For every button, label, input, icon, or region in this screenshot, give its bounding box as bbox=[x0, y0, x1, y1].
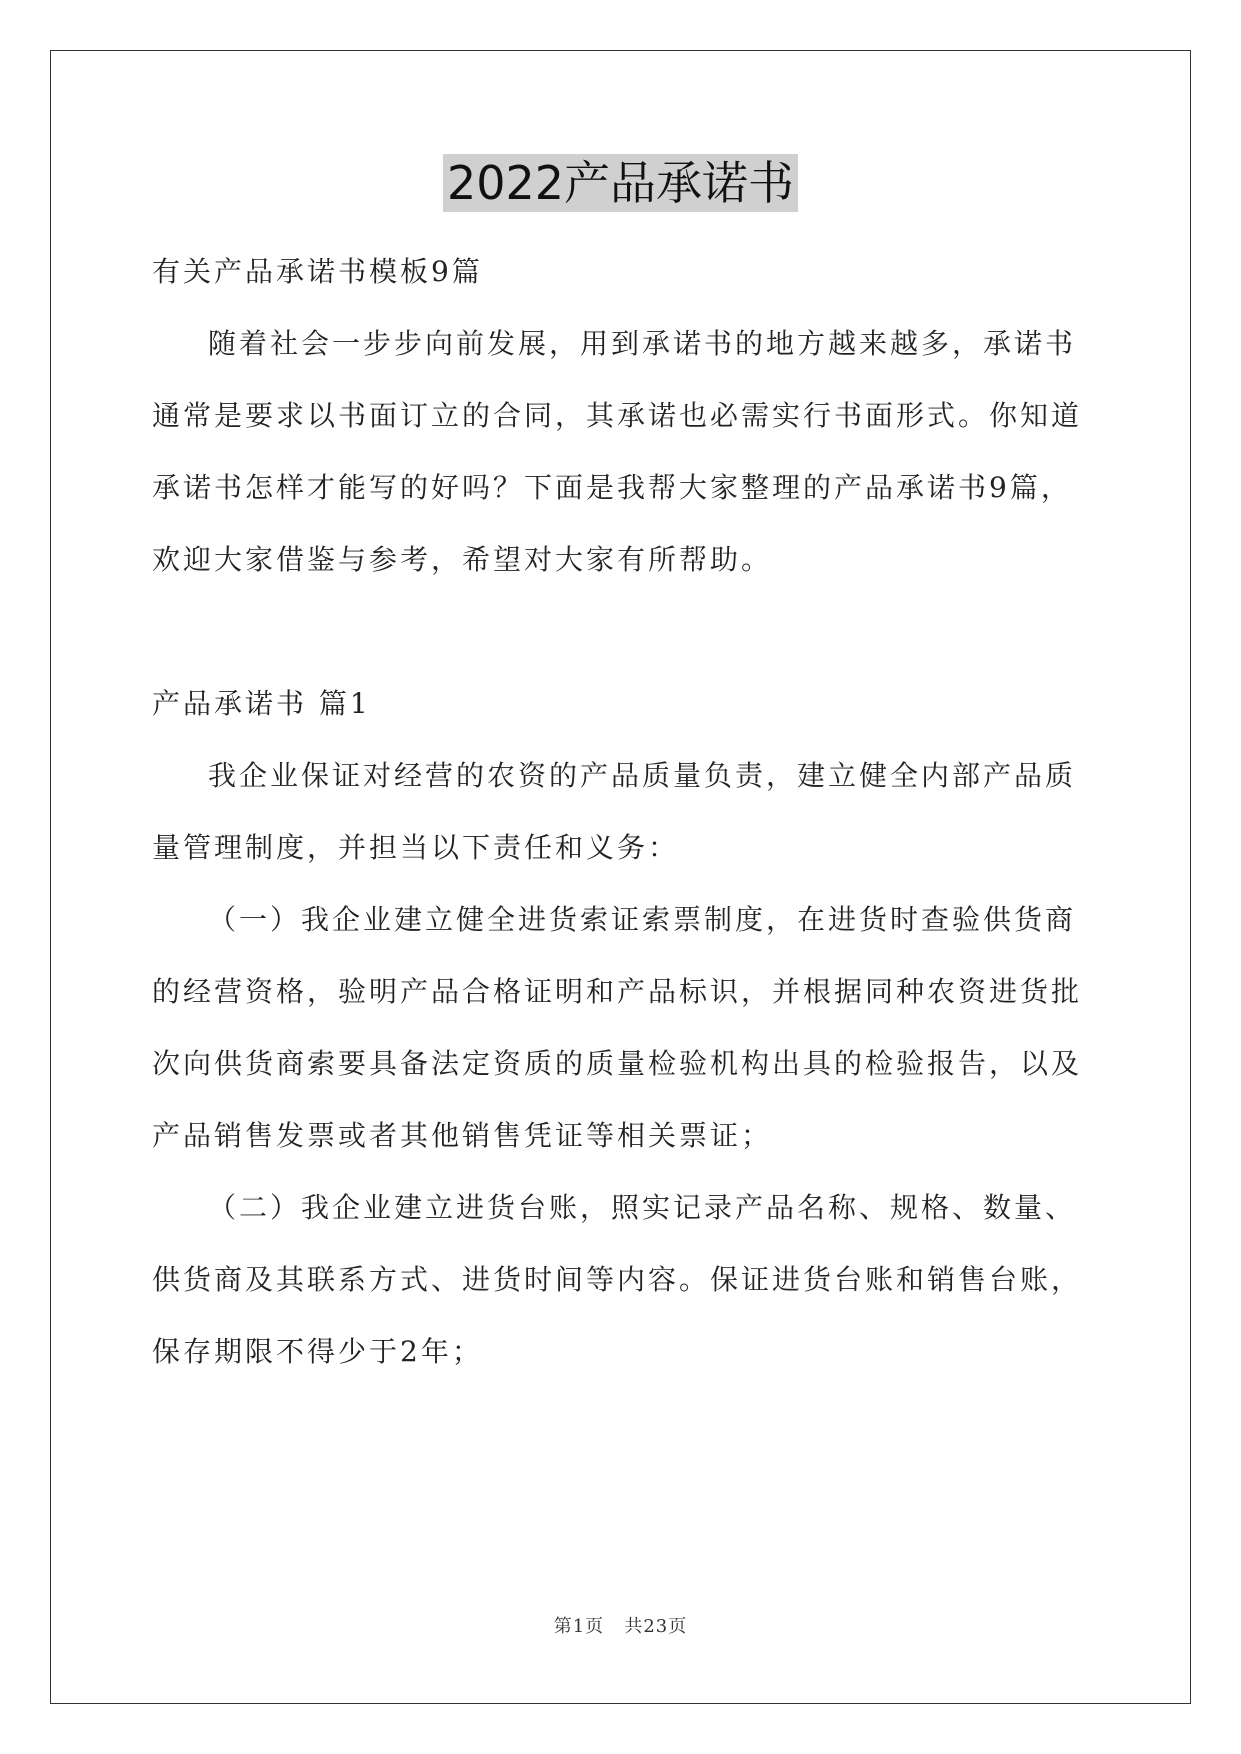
body-paragraph: （一）我企业建立健全进货索证索票制度，在进货时查验供货商的经营资格，验明产品合格证明和产品标识，并根据同种农资进货批次向供货商索要具备法定资质的质量检验机构出具的检验报告，以及产品销售发票或者其他销售凭证等相关票证； bbox=[152, 903, 1083, 1152]
title-wrapper bbox=[0, 154, 1241, 212]
page-number: 第1页 bbox=[553, 1616, 605, 1637]
document-subtitle: 有关产品承诺书模板9篇 bbox=[152, 255, 483, 288]
body-paragraph: （二）我企业建立进货台账，照实记录产品名称、规格、数量、供货商及其联系方式、进货时间等内容。保证进货台账和销售台账，保存期限不得少于2年； bbox=[152, 1191, 1083, 1368]
body-paragraph: 我企业保证对经营的农资的产品质量负责，建立健全内部产品质量管理制度，并担当以下责任和义务： bbox=[152, 759, 1077, 864]
section-heading: 产品承诺书 篇1 bbox=[152, 687, 371, 720]
document-body bbox=[152, 236, 1092, 1388]
section-spacer bbox=[152, 596, 1092, 668]
intro-paragraph: 随着社会一步步向前发展，用到承诺书的地方越来越多，承诺书通常是要求以书面订立的合同，其承诺也必需实行书面形式。你知道承诺书怎样才能写的好吗？下面是我帮大家整理的产品承诺书9篇，欢迎大家借鉴与参考，希望对大家有所帮助。 bbox=[152, 327, 1083, 576]
page-total: 共23页 bbox=[624, 1616, 688, 1637]
page-footer bbox=[0, 1612, 1241, 1638]
document-title: 2022产品承诺书 bbox=[443, 154, 798, 212]
